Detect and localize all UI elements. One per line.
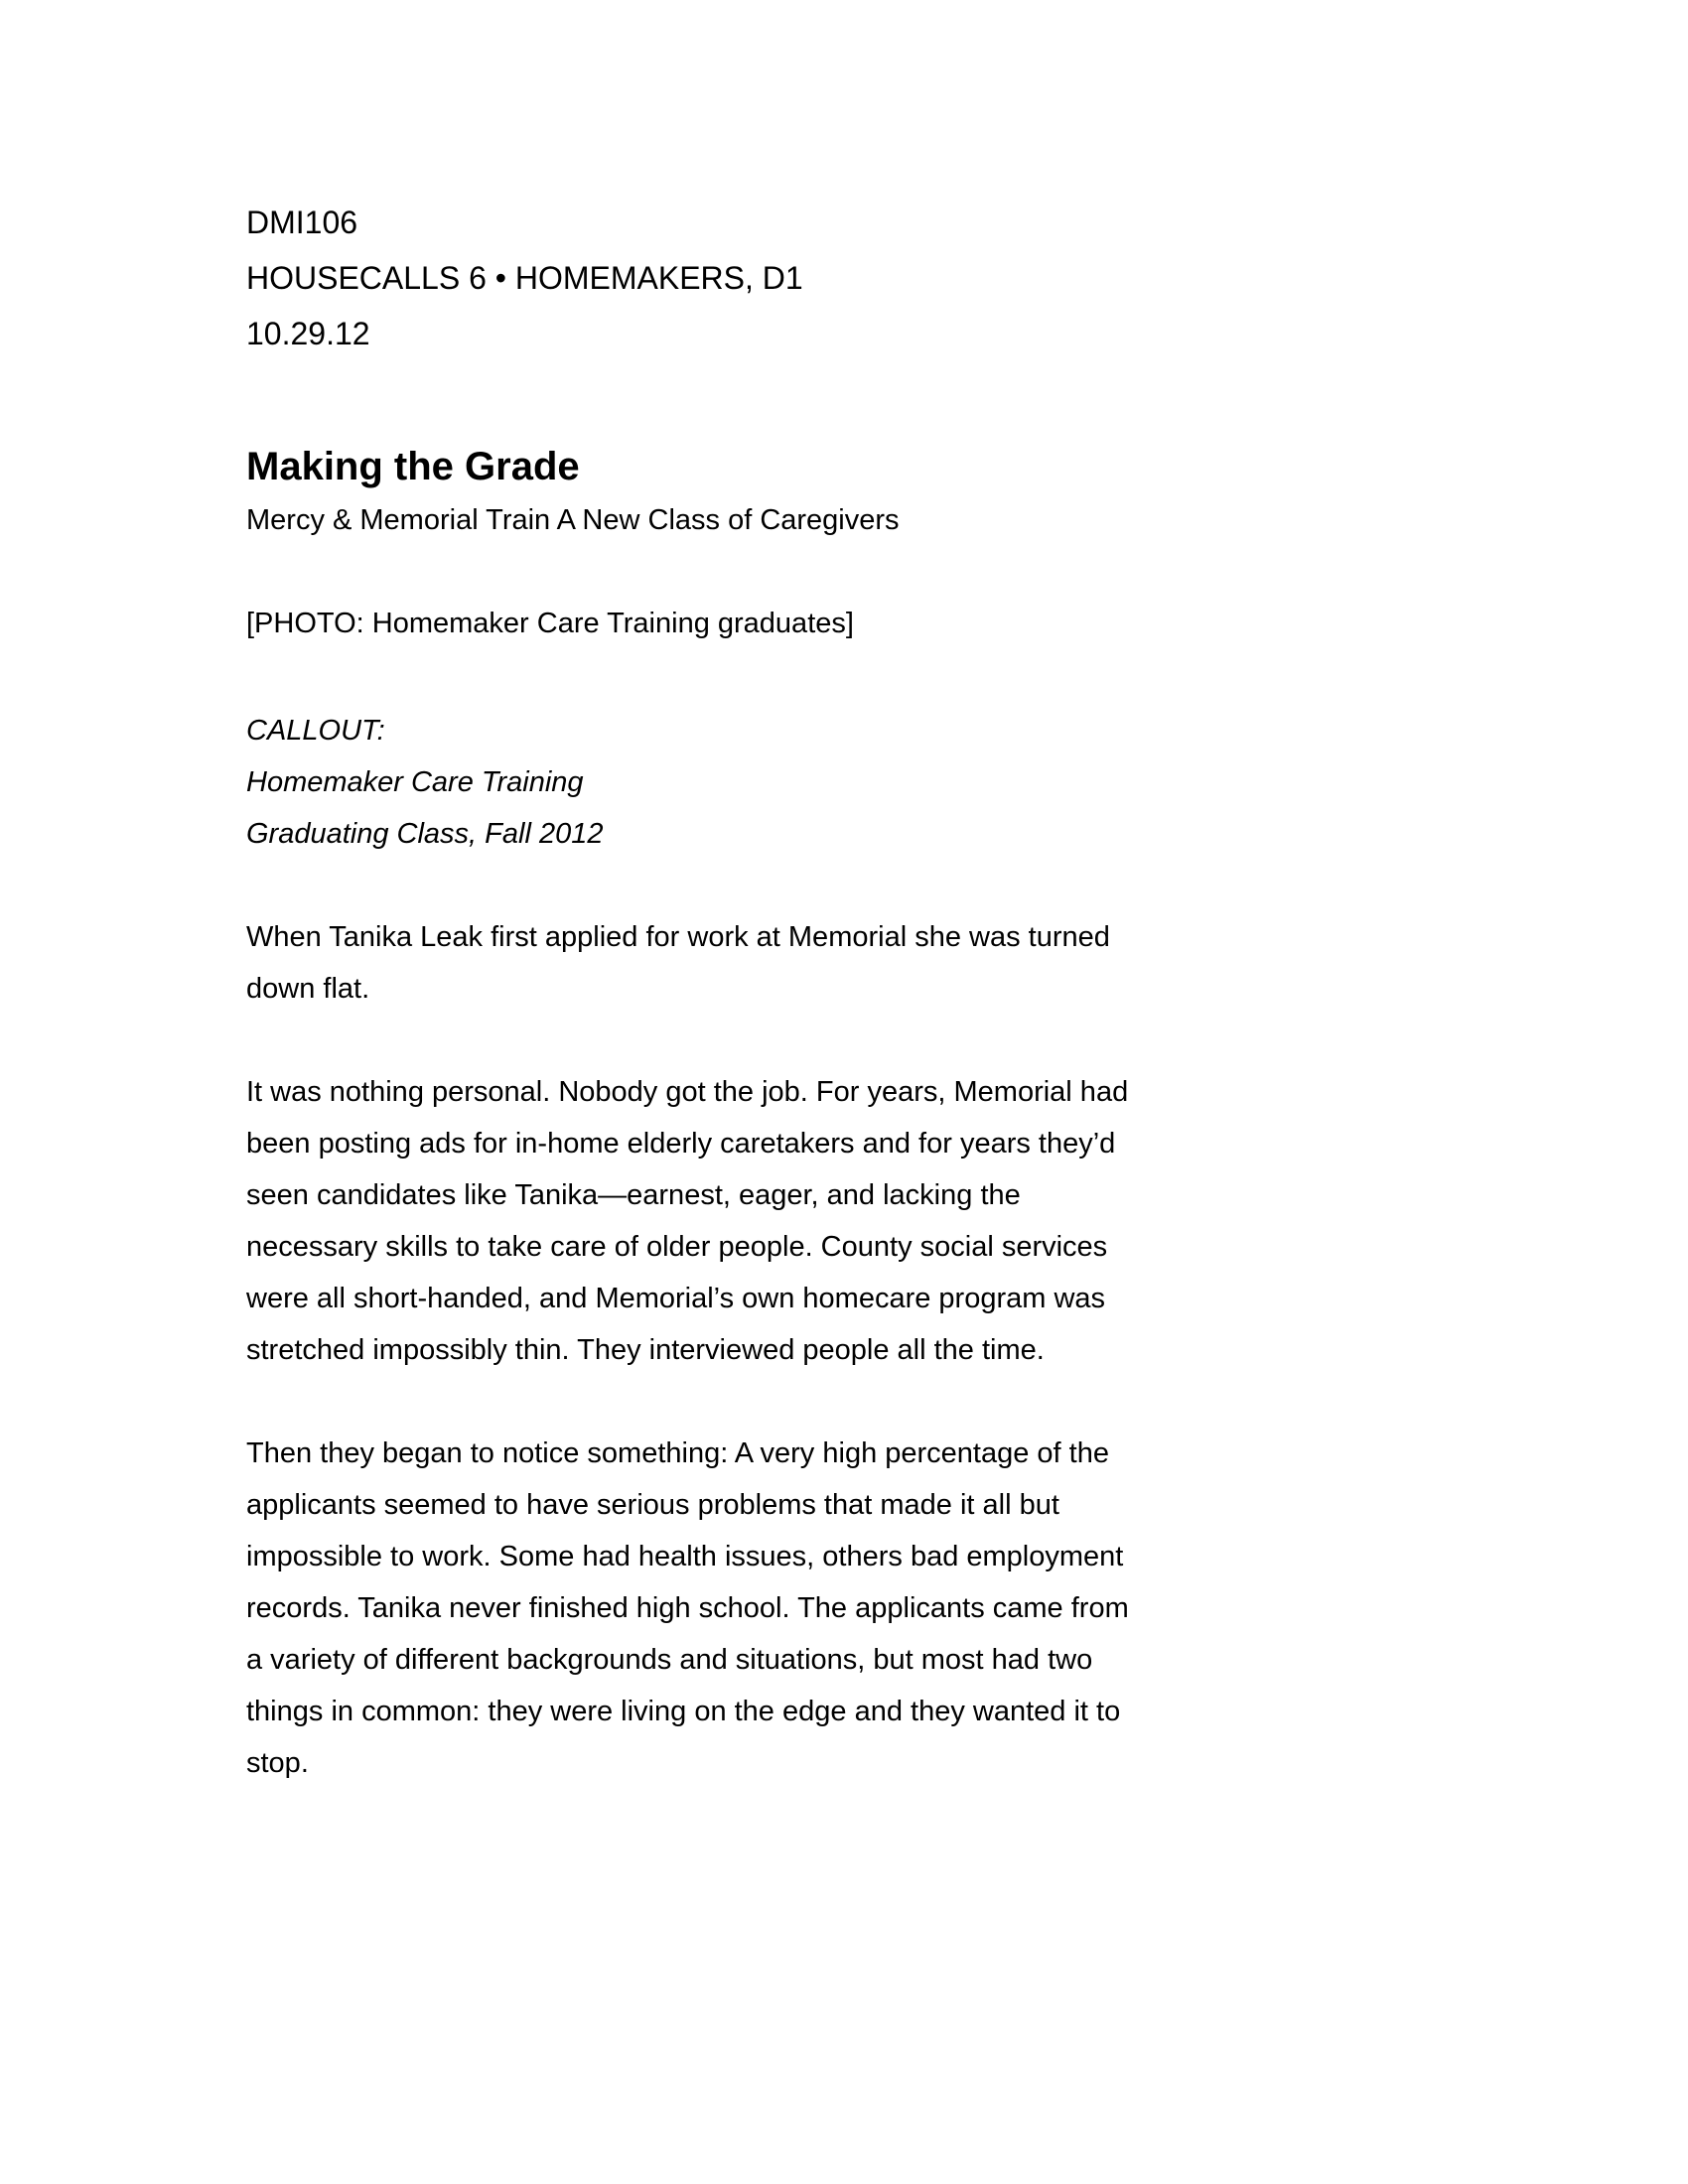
document-section: HOUSECALLS 6 • HOMEMAKERS, D1 <box>246 260 803 296</box>
photo-placeholder-note: [PHOTO: Homemaker Care Training graduates] <box>246 608 854 639</box>
body-paragraph-1: When Tanika Leak first applied for work at Memorial she was turned down flat. <box>246 921 1110 1005</box>
body-paragraph-3: Then they began to notice something: A very high percentage of the applicants seemed to have serious problems that made it all but impossible to work. Some had health issues, others bad employment records. Tanika never finished high school. The applicants came from a variety of different backgrounds and situations, but most had two things in common: they were living on the edge and they wanted it to stop. <box>246 1437 1129 1779</box>
article-title: Making the Grade <box>246 445 580 488</box>
callout-label: CALLOUT: <box>246 715 385 747</box>
document-content <box>246 195 1140 1789</box>
callout-line-1: Homemaker Care Training <box>246 766 584 798</box>
document-code: DMI106 <box>246 205 358 240</box>
callout-line-2: Graduating Class, Fall 2012 <box>246 818 604 850</box>
callout-block <box>246 705 1140 860</box>
body-paragraph-2: It was nothing personal. Nobody got the job. For years, Memorial had been posting ads for in-home elderly caretakers and for years they’d seen candidates like Tanika—earnest, eager, and lacking the necessary skills to take care of older people. County social services were all short-handed, and Memorial’s own homecare program was stretched impossibly thin. They interviewed people all the time. <box>246 1076 1129 1366</box>
document-date: 10.29.12 <box>246 316 370 351</box>
article-subtitle: Mercy & Memorial Train A New Class of Caregivers <box>246 504 900 536</box>
